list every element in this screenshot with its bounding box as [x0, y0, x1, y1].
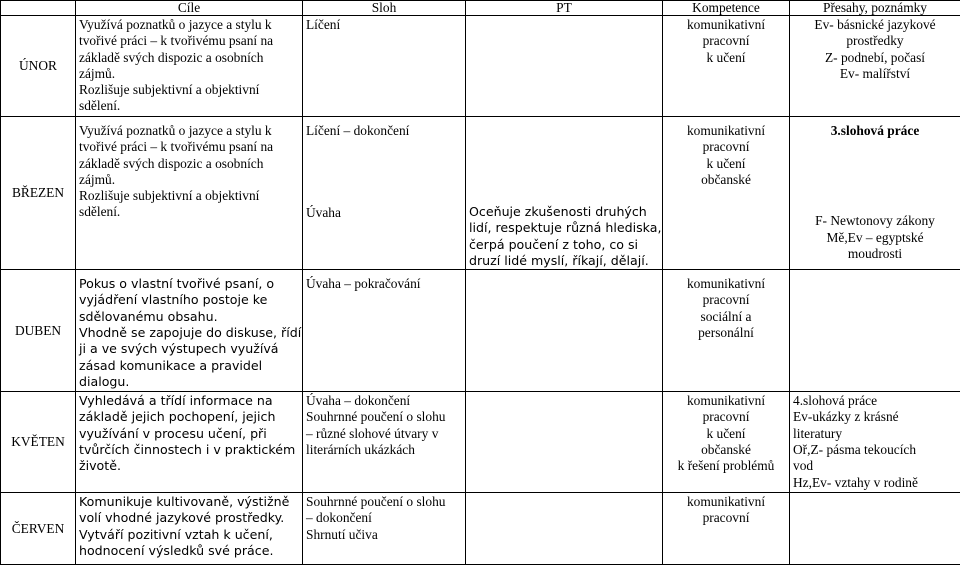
text-line: – různé slohové útvary v	[306, 425, 439, 441]
text-line: Využívá poznatků o jazyce a stylu k	[79, 123, 272, 138]
brezen-kompetence	[663, 117, 790, 270]
cerven-kompetence	[663, 493, 790, 565]
text-line: sdělení.	[79, 98, 121, 114]
unor-presahy	[790, 16, 960, 117]
text-line: Souhrnné poučení o slohu	[306, 409, 446, 425]
text-line: zájmů.	[79, 171, 116, 187]
text-line: zásad komunikace a pravidel	[79, 357, 263, 373]
unor-pt	[466, 16, 663, 117]
text-line: tvůrčích činnostech i v praktickém	[79, 442, 296, 458]
text-line: Ev- malířství	[839, 65, 911, 81]
brezen-pt	[466, 117, 663, 270]
text-line: ji a ve svých výstupech využívá	[79, 341, 279, 357]
kveten-presahy	[790, 392, 960, 493]
month-duben: DUBEN	[1, 270, 76, 392]
month-unor: ÚNOR	[1, 16, 76, 117]
text-line: Líčení	[306, 17, 341, 32]
duben-cile	[76, 270, 303, 392]
text-line: komunikativní	[686, 494, 766, 510]
duben-kompetence	[663, 270, 790, 392]
brezen-cile	[76, 117, 303, 270]
text-line: komunikativní	[686, 123, 766, 138]
text-line: Pokus o vlastní tvořivé psaní, o	[79, 276, 275, 292]
unor-kompetence	[663, 16, 790, 117]
text-line: Líčení – dokončení	[306, 123, 410, 138]
text-line: Z- podnebí, počasí	[824, 49, 926, 65]
text-line: Hz,Ev- vztahy v rodině	[793, 474, 918, 490]
text-line: základě svých dispozic a osobních	[79, 49, 264, 65]
kveten-cile	[76, 392, 303, 493]
text-line: druzí lidé myslí, říkají, dělají.	[469, 252, 649, 268]
unor-sloh	[303, 16, 466, 117]
text-line: občanské	[701, 442, 751, 458]
row-kveten	[1, 392, 960, 493]
text-line: prostředky	[846, 33, 904, 49]
text-line: 4.slohová práce	[793, 393, 878, 409]
row-duben	[1, 270, 960, 392]
header-kompetence: Kompetence	[663, 1, 790, 16]
text-line: vod	[793, 458, 814, 474]
text-line: literatury	[793, 425, 843, 441]
text-line: Úvaha	[306, 205, 341, 221]
text-line: pracovní	[702, 33, 750, 49]
text-line: Využívá poznatků o jazyce a stylu k	[79, 17, 272, 32]
text-line: Oř,Z- pásma tekoucích	[793, 442, 917, 458]
text-line: pracovní	[702, 139, 750, 155]
text-line: moudrosti	[847, 245, 903, 261]
duben-presahy	[790, 270, 960, 392]
text-line: k učení	[706, 49, 746, 65]
month-brezen: BŘEZEN	[1, 117, 76, 270]
cerven-sloh	[303, 493, 466, 565]
text-line: životě.	[79, 458, 121, 474]
text-line: lidí, respektuje různá hlediska,	[469, 220, 662, 236]
month-cerven: ČERVEN	[1, 493, 76, 565]
text-line: Komunikuje kultivovaně, výstižně	[79, 494, 290, 510]
text-line: personální	[698, 325, 754, 341]
row-brezen	[1, 117, 960, 270]
text-line: k řešení problémů	[677, 458, 775, 474]
text-line: 3.slohová práce	[830, 123, 920, 138]
text-line: Mě,Ev – egyptské	[826, 229, 924, 245]
text-line: – dokončení	[306, 510, 372, 526]
text-line: tvořivé práci – k tvořivému psaní na	[79, 33, 274, 49]
text-line: hodnocení výsledků své práce.	[79, 543, 274, 559]
text-line: pracovní	[702, 409, 750, 425]
kveten-pt	[466, 392, 663, 493]
header-pt: PT	[466, 1, 663, 16]
text-line: základě svých dispozic a osobních	[79, 155, 264, 171]
text-line: čerpá poučení z toho, co si	[469, 236, 639, 252]
text-line: F- Newtonovy zákony	[815, 213, 935, 229]
duben-sloh	[303, 270, 466, 392]
text-line: pracovní	[702, 510, 750, 526]
text-line: komunikativní	[686, 17, 766, 32]
text-line: využívání v procesu učení, při	[79, 425, 267, 441]
text-line: sdělovanému obsahu.	[79, 308, 218, 324]
month-kveten: KVĚTEN	[1, 392, 76, 493]
text-line: Vytváří pozitivní vztah k učení,	[79, 526, 273, 542]
kveten-kompetence	[663, 392, 790, 493]
text-line: pracovní	[702, 292, 750, 308]
header-presahy: Přesahy, poznámky	[790, 1, 960, 16]
text-line: základě jejich pochopení, jejich	[79, 409, 276, 425]
brezen-presahy	[790, 117, 960, 270]
header-cile: Cíle	[76, 1, 303, 16]
text-line: Úvaha – dokončení	[306, 393, 411, 409]
duben-pt	[466, 270, 663, 392]
unor-cile	[76, 16, 303, 117]
text-line: Oceňuje zkušenosti druhých	[469, 204, 647, 219]
text-line: Vyhledává a třídí informace na	[79, 393, 273, 409]
text-line: vyjádření vlastního postoje ke	[79, 292, 268, 308]
text-line: k učení	[706, 155, 746, 171]
text-line: občanské	[701, 171, 751, 187]
text-line: sdělení.	[79, 204, 121, 220]
text-line: Vhodně se zapojuje do diskuse, řídí	[79, 325, 302, 341]
text-line: Úvaha – pokračování	[306, 276, 421, 292]
text-line: zájmů.	[79, 65, 116, 81]
text-line: literárních ukázkách	[306, 442, 415, 458]
cerven-cile	[76, 493, 303, 565]
cerven-pt	[466, 493, 663, 565]
text-line: sociální a	[700, 308, 752, 324]
text-line: Ev-ukázky z krásné	[793, 409, 899, 425]
text-line: k učení	[706, 425, 746, 441]
text-line: tvořivé práci – k tvořivému psaní na	[79, 139, 274, 155]
kveten-sloh	[303, 392, 466, 493]
text-line: komunikativní	[686, 393, 766, 409]
header-row	[1, 1, 960, 16]
brezen-sloh	[303, 117, 466, 270]
row-cerven	[1, 493, 960, 565]
text-line: Rozlišuje subjektivní a objektivní	[79, 82, 260, 98]
text-line: Rozlišuje subjektivní a objektivní	[79, 188, 260, 204]
text-line: Ev- básnické jazykové	[814, 17, 936, 32]
text-line: volí vhodné jazykové prostředky.	[79, 510, 285, 526]
text-line: dialogu.	[79, 373, 130, 389]
header-empty	[1, 1, 76, 16]
text-line: Shrnutí učiva	[306, 526, 378, 542]
row-unor	[1, 16, 960, 117]
text-line: komunikativní	[686, 276, 766, 292]
text-line: Souhrnné poučení o slohu	[306, 494, 446, 510]
header-sloh: Sloh	[303, 1, 466, 16]
cerven-presahy	[790, 493, 960, 565]
